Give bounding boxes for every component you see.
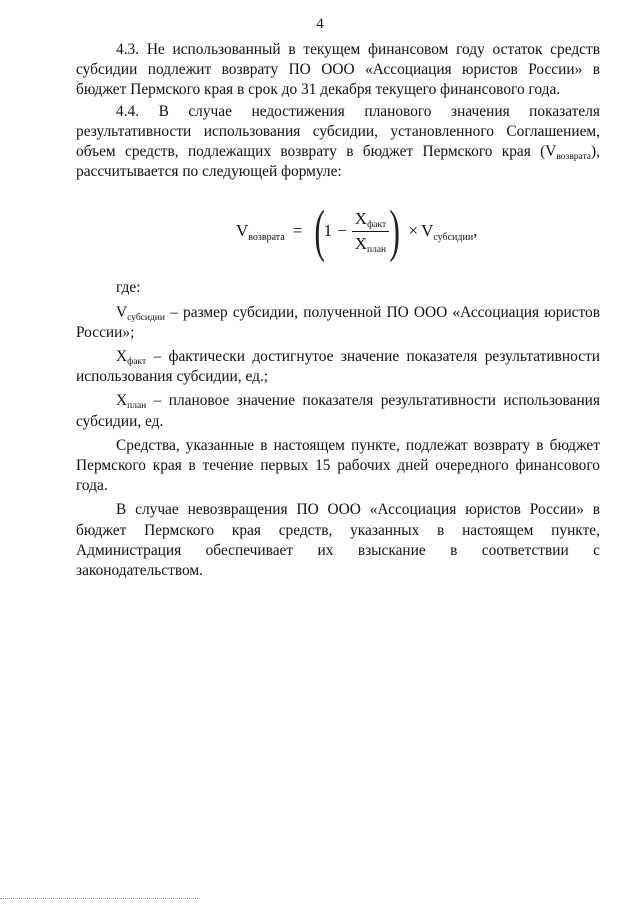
formula-lhs: $V_{возврата}$ [236,221,285,244]
formula-times: × [408,221,419,241]
paragraph-4-4-text: 4.4. В случае недостижения планового значения показателя результативности использования субсидии, установленного Соглашением, объем средств, подлежащих возврату в бюджет Пермского края (V [76,102,600,161]
document-body [76,40,600,581]
formula-left-paren: ( [314,198,326,264]
paragraph-non-return: В случае невозвращения ПО ООО «Ассоциация юристов России» в бюджет Пермского края средств, указанных в настоящем пункте, Администрация обеспечивает их взыскание в соответствии с законодательством. [76,501,600,580]
paragraph-4-3: 4.3. Не использованный в текущем финансовом году остаток средств субсидии подлежит возврату ПО ООО «Ассоциация юристов России» в бюджет Пермского края в срок до 31 декабря текущего финансового года. [76,41,600,99]
definition-v-subsidy: $V_{субсидии}$ – размер субсидии, полученной ПО ООО «Ассоциация юристов России»; [76,303,600,341]
formula-right-paren: ) [389,198,401,264]
paragraph-4-4-end: ), рассчитывается по следующей формуле: [76,143,600,181]
formula-numerator: $X_{факт}$ [354,208,387,230]
formula-minus: − [337,221,347,241]
definition-x-plan: $X_{план}$ – плановое значение показателя результативности использования субсидии, ед. [76,392,600,430]
page-number: 4 [316,16,324,32]
formula-denominator: $X_{план}$ [354,233,387,255]
definition-x-fact: $X_{факт}$ – фактически достигнутое значение показателя результативности использования субсидии, ед.; [76,348,600,386]
refund-formula [76,194,600,268]
where-label: где: [116,279,141,297]
formula-fraction [352,209,389,254]
formula-rhs: $V_{субсидии}$, [421,221,478,244]
paragraph-4-4 [76,102,600,183]
paragraph-funds-return: Средства, указанные в настоящем пункте, подлежат возврату в бюджет Пермского края в течение первых 15 рабочих дней очередного финансового года. [76,436,600,495]
formula-equals: = [292,221,303,241]
footer-dotted-line [0,898,200,899]
formula-one: 1 [323,221,333,241]
paragraph-4-4-subscript: возврата [556,152,592,163]
fraction-bar [352,231,389,232]
